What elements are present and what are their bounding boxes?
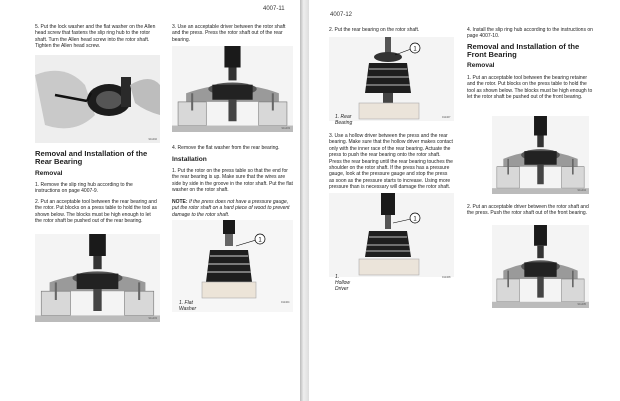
section-heading: Removal and Installation of the Rear Bearing: [35, 149, 148, 167]
step-3: 3. Use a hollow driver between the press and the rear bearing. Make sure that the hollow driver makes contact only with the inner race of the rear bearing. Actuate the press to push the rear bearing onto the rotor shaft. Press the rear bearing until the rear bearing touches the shoulder on the rotor shaft. If the press has a pressure gauge, look at the pressure gauge and stop the press as soon as the pressure starts to increase. Using more pressure than is necessary will damage the rotor shaft.: [329, 133, 453, 191]
book-gutter: [300, 0, 309, 401]
press-illustration: [35, 234, 160, 322]
left-page: [0, 0, 300, 401]
step-4: 4. Install the slip ring hub according to the instructions on page 4007-10.: [467, 27, 593, 40]
callout-number: 1: [413, 216, 417, 223]
figure-number: 911402: [148, 138, 157, 141]
figure-number: 911408: [442, 276, 451, 279]
hollow-driver-illustration: [329, 193, 454, 277]
figure-number: 911404: [281, 301, 290, 304]
figure-number: 911403: [148, 317, 157, 320]
right-page: [309, 0, 620, 401]
caption-hollow-driver: 1. Hollow Driver: [335, 274, 351, 292]
photo-rotor-in-press: [35, 234, 160, 322]
step-1: 1. Remove the slip ring hub according to the instructions on page 4007-9.: [35, 182, 133, 195]
subheading-removal: Removal: [467, 62, 495, 69]
page-number: 4007-12: [330, 12, 353, 18]
photo-flat-washer: [172, 220, 293, 312]
allen-wrench-illustration: [35, 55, 160, 143]
step-4: 4. Remove the flat washer from the rear bearing.: [172, 145, 280, 151]
page-number: 4007-11: [263, 6, 285, 12]
photo-hollow-driver: [329, 193, 454, 277]
caption-rear-bearing: 1. Rear Bearing: [335, 114, 353, 126]
step-1: 1. Put an acceptable tool between the bearing retainer and the rotor. Put blocks on the press table to hold the tool as shown below. The blocks must be high enough to let the rotor shaft be pushed out of the front bearing.: [467, 75, 593, 101]
step-2: 2. Put the rear bearing on the rotor shaft.: [329, 27, 420, 33]
photo-allen-wrench: [35, 55, 160, 143]
step-5: 5. Put the lock washer and the flat washer on the Allen head screw that fastens the slip ring hub to the rotor shaft. Turn the Allen head screw into the rotor shaft. Tighten the Allen head screw.: [35, 24, 156, 50]
caption: 1. Flat Washer: [179, 300, 197, 312]
callout-number: 1: [258, 237, 262, 244]
note-text: If the press does not have a pressure gauge, put the rotor shaft on a hard piece of wood to prevent damage to the rotor shaft.: [172, 199, 290, 218]
front-bearing-press-illustration: [492, 225, 589, 308]
step-1: 1. Put the rotor on the press table so that the end for the rear bearing is up. Make sure that the wires are side by side in the groove in the rotor shaft. Put the flat washer on the rotor shaft.: [172, 168, 293, 194]
figure-number: 911404: [577, 189, 586, 192]
photo-driver-press: [172, 46, 293, 132]
note-label: NOTE:: [172, 199, 188, 205]
photo-bearing-retainer-press: [492, 116, 589, 194]
figure-number: 911405: [577, 303, 586, 306]
photo-rear-bearing: [329, 37, 454, 121]
driver-press-illustration: [172, 46, 293, 132]
step-2: 2. Put an acceptable tool between the rear bearing and the rotor. Put blocks on a press table to hold the tool as shown below. The blocks must be high enough to let the rotor shaft be pushed out of the rear bearing.: [35, 199, 158, 225]
subheading-removal: Removal: [35, 170, 63, 177]
note: [172, 199, 294, 218]
photo-front-bearing-press: [492, 225, 589, 308]
rear-bearing-illustration: [329, 37, 454, 121]
subheading-installation: Installation: [172, 156, 207, 163]
step-2: 2. Put an acceptable driver between the rotor shaft and the press. Push the rotor shaft out of the front bearing.: [467, 204, 589, 217]
figure-number: 911407: [442, 116, 451, 119]
step-3: 3. Use an acceptable driver between the rotor shaft and the press. Press the rotor shaft out of the rear bearing.: [172, 24, 286, 43]
flat-washer-illustration: [172, 220, 293, 312]
retainer-press-illustration: [492, 116, 589, 194]
figure-number: 911403: [281, 127, 290, 130]
section-heading: Removal and Installation of the Front Bearing: [467, 42, 580, 60]
callout-number: 1: [413, 46, 417, 53]
